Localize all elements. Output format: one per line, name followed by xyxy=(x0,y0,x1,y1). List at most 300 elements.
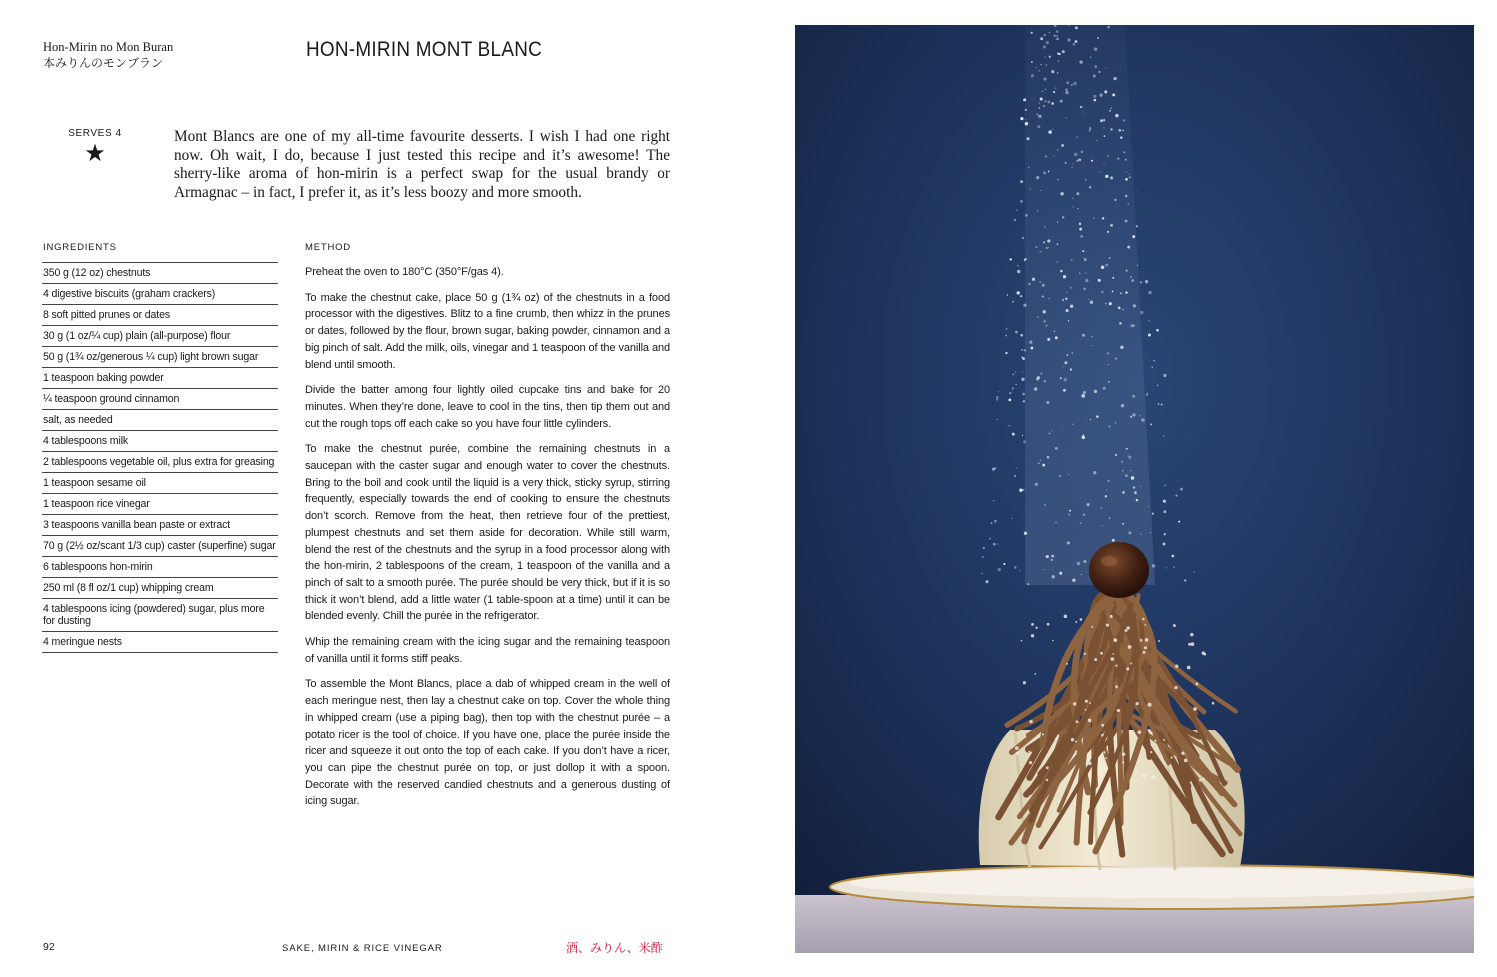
sugar-particle xyxy=(1152,513,1154,515)
sugar-particle xyxy=(997,419,998,420)
sugar-particle xyxy=(1104,90,1107,93)
sugar-particle xyxy=(1038,70,1039,71)
sugar-particle xyxy=(1101,525,1102,526)
sugar-particle xyxy=(1065,162,1067,164)
sugar-dusting xyxy=(1155,779,1157,781)
sugar-particle xyxy=(1060,270,1062,272)
sugar-particle xyxy=(1066,292,1067,293)
sugar-particle xyxy=(1137,265,1138,266)
sugar-particle xyxy=(1046,555,1049,558)
sugar-particle xyxy=(1031,61,1033,63)
sugar-particle xyxy=(1101,265,1105,269)
method-step: To make the chestnut cake, place 50 g (1¾ oz) of the chestnuts in a food processor with the digestives. Blitz to a fine crumb, then whizz in the prunes or dates, followed by the flour, brown sugar, baking powder, cinnamon and a big pinch of salt. Add the milk, oils, vinegar and 1 teaspoon of the vanilla and blend until smooth. xyxy=(305,291,670,371)
method-step: Divide the batter among four lightly oiled cupcake tins and bake for 20 minutes. When they’re done, leave to cool in the tins, then tip them out and cut the rough tops off each cake so you have four little cylinders. xyxy=(305,384,670,430)
sugar-particle xyxy=(1094,99,1097,102)
sugar-particle xyxy=(1107,231,1109,233)
sugar-dusting xyxy=(1142,774,1146,778)
sugar-dusting xyxy=(1016,752,1019,755)
sugar-particle xyxy=(1097,37,1099,39)
sugar-particle xyxy=(1103,119,1105,121)
sugar-dusting xyxy=(1101,734,1104,737)
sugar-particle xyxy=(1043,241,1045,243)
sugar-particle xyxy=(1070,368,1072,370)
sugar-particle xyxy=(1021,349,1023,351)
sugar-particle xyxy=(1009,392,1011,394)
sugar-dusting xyxy=(1117,709,1120,712)
serves-block xyxy=(60,128,130,166)
sugar-dusting xyxy=(1190,633,1194,637)
sugar-particle xyxy=(1021,356,1023,358)
sugar-particle xyxy=(1089,130,1091,132)
ingredient-item: 30 g (1 oz/¼ cup) plain (all-purpose) flour xyxy=(42,326,278,347)
ingredient-item: 8 soft pitted prunes or dates xyxy=(42,305,278,326)
sugar-particle xyxy=(1057,221,1058,222)
sugar-dusting xyxy=(1066,663,1068,665)
sugar-particle xyxy=(1057,179,1059,181)
sugar-particle xyxy=(1016,210,1017,211)
sugar-particle xyxy=(1076,160,1078,162)
sugar-particle xyxy=(1133,304,1136,307)
sugar-particle xyxy=(1040,97,1043,100)
sugar-dusting xyxy=(1042,733,1044,735)
sugar-dusting xyxy=(1075,621,1077,623)
sugar-particle xyxy=(1070,305,1073,308)
sugar-particle xyxy=(1132,395,1135,398)
sugar-particle xyxy=(1077,562,1081,566)
sugar-particle xyxy=(1082,436,1085,439)
sugar-dusting xyxy=(1115,685,1118,688)
sugar-particle xyxy=(1027,583,1029,585)
sugar-dusting xyxy=(1029,720,1032,723)
mont-blanc-illustration xyxy=(795,25,1474,953)
sugar-particle xyxy=(1088,299,1089,300)
sugar-particle xyxy=(1015,371,1016,372)
sugar-dusting xyxy=(1089,702,1091,704)
sugar-particle xyxy=(1122,470,1123,471)
sugar-particle xyxy=(1073,43,1076,46)
sugar-dusting xyxy=(1023,681,1026,684)
sugar-particle xyxy=(1125,291,1127,293)
sugar-dusting xyxy=(1088,762,1092,766)
sugar-particle xyxy=(1012,433,1015,436)
sugar-particle xyxy=(1060,100,1063,103)
sugar-dusting xyxy=(1125,629,1128,632)
sugar-particle xyxy=(1102,217,1104,219)
sugar-particle xyxy=(1089,186,1091,188)
sugar-particle xyxy=(996,543,997,544)
sugar-particle xyxy=(1083,288,1086,291)
sugar-particle xyxy=(1126,171,1127,172)
sugar-particle xyxy=(1040,190,1041,191)
sugar-particle xyxy=(1035,483,1038,486)
sugar-particle xyxy=(1092,345,1093,346)
sugar-particle xyxy=(1091,336,1092,337)
sugar-particle xyxy=(1051,102,1054,105)
sugar-particle xyxy=(1105,303,1107,305)
sugar-particle xyxy=(1023,304,1026,307)
sugar-particle xyxy=(989,538,991,540)
sugar-particle xyxy=(993,543,996,546)
ingredient-item: 50 g (1¾ oz/generous ¼ cup) light brown sugar xyxy=(42,347,278,368)
sugar-particle xyxy=(1046,247,1049,250)
sugar-particle xyxy=(1019,488,1022,491)
sugar-particle xyxy=(1066,309,1069,312)
sugar-particle xyxy=(1044,34,1046,36)
sugar-particle xyxy=(1056,30,1059,33)
sugar-particle xyxy=(1044,380,1046,382)
sugar-particle xyxy=(1043,320,1045,322)
sugar-particle xyxy=(1055,87,1056,88)
sugar-particle xyxy=(1130,470,1131,471)
sugar-particle xyxy=(1049,56,1051,58)
sugar-particle xyxy=(1045,89,1046,90)
sugar-dusting xyxy=(1173,624,1176,627)
sugar-particle xyxy=(1123,151,1125,153)
sugar-particle xyxy=(1053,155,1054,156)
sugar-dusting xyxy=(1085,700,1088,703)
sugar-dusting xyxy=(1046,779,1048,781)
sugar-particle xyxy=(1098,279,1101,282)
sugar-particle xyxy=(1083,391,1086,394)
sugar-particle xyxy=(1083,560,1086,563)
sugar-particle xyxy=(1040,460,1041,461)
sugar-particle xyxy=(1046,64,1047,65)
sugar-particle xyxy=(1022,371,1023,372)
sugar-particle xyxy=(1151,366,1152,367)
sugar-particle xyxy=(1083,395,1086,398)
ingredients-list xyxy=(42,262,278,653)
sugar-particle xyxy=(1080,235,1083,238)
sugar-dusting xyxy=(1100,652,1103,655)
sugar-particle xyxy=(1109,257,1111,259)
ingredient-item: 4 tablespoons milk xyxy=(42,431,278,452)
sugar-dusting xyxy=(1046,766,1049,769)
sugar-particle xyxy=(1057,149,1059,151)
sugar-particle xyxy=(1148,334,1151,337)
sugar-dusting xyxy=(1088,719,1092,723)
sugar-particle xyxy=(1131,279,1134,282)
sugar-particle xyxy=(1046,41,1049,44)
sugar-dusting xyxy=(1148,703,1152,707)
sugar-particle xyxy=(1048,432,1050,434)
sugar-particle xyxy=(1071,259,1073,261)
sugar-particle xyxy=(1035,67,1036,68)
sugar-dusting xyxy=(1091,626,1093,628)
sugar-particle xyxy=(1110,176,1113,179)
sugar-particle xyxy=(1048,247,1049,248)
sugar-particle xyxy=(1115,114,1118,117)
sugar-particle xyxy=(1123,119,1125,121)
sugar-particle xyxy=(1077,208,1078,209)
ingredient-item: 4 digestive biscuits (graham crackers) xyxy=(42,284,278,305)
recipe-japanese-name: 本みりんのモンブラン xyxy=(43,56,164,70)
sugar-dusting xyxy=(1193,707,1197,711)
serves-label: SERVES 4 xyxy=(68,128,122,139)
sugar-particle xyxy=(1082,111,1083,112)
sugar-particle xyxy=(1108,364,1109,365)
ingredient-item: 350 g (12 oz) chestnuts xyxy=(42,263,278,284)
sugar-dusting xyxy=(1122,761,1124,763)
sugar-particle xyxy=(1055,447,1058,450)
sugar-particle xyxy=(1062,366,1063,367)
sugar-particle xyxy=(1080,106,1082,108)
sugar-particle xyxy=(1156,329,1159,332)
sugar-particle xyxy=(996,399,998,401)
sugar-particle xyxy=(1122,523,1124,525)
sugar-dusting xyxy=(1029,761,1032,764)
sugar-particle xyxy=(1063,275,1066,278)
sugar-particle xyxy=(1083,513,1086,516)
sugar-dusting xyxy=(1143,651,1146,654)
sugar-dusting xyxy=(1199,779,1202,782)
sugar-particle xyxy=(1038,463,1039,464)
sugar-particle xyxy=(1059,475,1060,476)
sugar-particle xyxy=(1038,115,1041,118)
sugar-particle xyxy=(998,568,1001,571)
sugar-particle xyxy=(1163,500,1166,503)
sugar-particle xyxy=(1064,361,1067,364)
sugar-particle xyxy=(1047,456,1050,459)
sugar-particle xyxy=(1047,338,1050,341)
sugar-particle xyxy=(1071,166,1072,167)
ingredient-item: 3 teaspoons vanilla bean paste or extract xyxy=(42,515,278,536)
sugar-particle xyxy=(1133,325,1135,327)
sugar-particle xyxy=(1096,140,1098,142)
sugar-particle xyxy=(1051,555,1054,558)
sugar-particle xyxy=(994,520,997,523)
sugar-particle xyxy=(1043,45,1046,48)
sugar-particle xyxy=(983,547,985,549)
sugar-particle xyxy=(1005,335,1007,337)
sugar-particle xyxy=(1030,188,1031,189)
sugar-dusting xyxy=(1021,640,1023,642)
sugar-particle xyxy=(1069,510,1071,512)
sugar-dusting xyxy=(1028,751,1030,753)
sugar-dusting xyxy=(1031,623,1034,626)
sugar-particle xyxy=(1043,105,1045,107)
sugar-dusting xyxy=(1075,741,1077,743)
sugar-particle xyxy=(1163,435,1164,436)
sugar-dusting xyxy=(1064,614,1068,618)
sugar-particle xyxy=(1023,400,1025,402)
sugar-particle xyxy=(1037,316,1038,317)
sugar-particle xyxy=(1049,298,1050,299)
sugar-particle xyxy=(1029,341,1032,344)
sugar-particle xyxy=(1068,474,1069,475)
sugar-particle xyxy=(1094,47,1098,51)
sugar-particle xyxy=(1120,136,1123,139)
sugar-particle xyxy=(1031,32,1033,34)
sugar-particle xyxy=(1064,378,1067,381)
sugar-particle xyxy=(1094,65,1097,68)
sugar-particle xyxy=(1058,60,1060,62)
sugar-particle xyxy=(1069,514,1070,515)
sugar-particle xyxy=(1105,175,1108,178)
sugar-dusting xyxy=(1137,730,1141,734)
sugar-dusting xyxy=(1106,623,1109,626)
sugar-particle xyxy=(1145,280,1148,283)
sugar-dusting xyxy=(1145,638,1149,642)
ingredient-item: 4 meringue nests xyxy=(42,632,278,653)
ingredient-item: 2 tablespoons vegetable oil, plus extra for greasing xyxy=(42,452,278,473)
sugar-particle xyxy=(1164,485,1165,486)
sugar-particle xyxy=(1009,258,1012,261)
sugar-particle xyxy=(1054,331,1055,332)
sugar-particle xyxy=(1100,119,1103,122)
sugar-particle xyxy=(1131,324,1134,327)
sugar-dusting xyxy=(1084,653,1086,655)
sugar-particle xyxy=(1148,291,1151,294)
sugar-particle xyxy=(1040,37,1043,40)
sugar-particle xyxy=(1105,495,1107,497)
sugar-particle xyxy=(1105,68,1106,69)
sugar-particle xyxy=(1037,210,1038,211)
sugar-particle xyxy=(1022,393,1025,396)
sugar-particle xyxy=(1110,128,1112,130)
sugar-particle xyxy=(1078,158,1081,161)
sugar-dusting xyxy=(1212,702,1215,705)
sugar-particle xyxy=(1090,419,1091,420)
sugar-particle xyxy=(1028,167,1029,168)
sugar-particle xyxy=(1044,100,1046,102)
sugar-particle xyxy=(1115,454,1117,456)
sugar-particle xyxy=(1103,127,1104,128)
sugar-particle xyxy=(1090,301,1094,305)
sugar-particle xyxy=(1074,153,1078,157)
sugar-particle xyxy=(1109,110,1111,112)
sugar-dusting xyxy=(1187,666,1191,670)
sugar-particle xyxy=(1072,423,1074,425)
sugar-particle xyxy=(1125,474,1128,477)
sugar-particle xyxy=(1025,214,1028,217)
sugar-particle xyxy=(1042,295,1044,297)
sugar-particle xyxy=(1076,192,1079,195)
sugar-particle xyxy=(1051,70,1054,73)
sugar-particle xyxy=(1127,246,1130,249)
sugar-particle xyxy=(1130,416,1132,418)
sugar-particle xyxy=(985,580,988,583)
sugar-particle xyxy=(1028,283,1030,285)
sugar-particle xyxy=(1109,518,1110,519)
page-number: 92 xyxy=(43,941,55,953)
sugar-particle xyxy=(1126,448,1128,450)
sugar-particle xyxy=(1180,488,1183,491)
sugar-particle xyxy=(1048,171,1050,173)
sugar-particle xyxy=(1041,90,1043,92)
sugar-particle xyxy=(1005,352,1007,354)
method-steps xyxy=(305,264,670,819)
sugar-particle xyxy=(1085,273,1086,274)
sugar-particle xyxy=(1072,197,1074,199)
sugar-particle xyxy=(1044,226,1046,228)
sugar-particle xyxy=(1025,258,1027,260)
sugar-particle xyxy=(1150,532,1151,533)
sugar-particle xyxy=(1007,294,1008,295)
sugar-particle xyxy=(1019,570,1020,571)
method-step: Preheat the oven to 180°C (350°F/gas 4). xyxy=(305,266,504,278)
sugar-particle xyxy=(1107,26,1110,29)
sugar-particle xyxy=(1093,218,1094,219)
sugar-particle xyxy=(1107,480,1109,482)
sugar-particle xyxy=(1119,322,1122,325)
sugar-particle xyxy=(1118,129,1121,132)
sugar-dusting xyxy=(1148,729,1150,731)
sugar-particle xyxy=(1043,310,1046,313)
sugar-particle xyxy=(1012,301,1014,303)
sugar-particle xyxy=(1129,176,1131,178)
sugar-particle xyxy=(1032,278,1035,281)
sugar-particle xyxy=(1014,566,1016,568)
sugar-particle xyxy=(1052,569,1053,570)
sugar-dusting xyxy=(1144,624,1146,626)
sugar-particle xyxy=(1104,135,1106,137)
sugar-dusting xyxy=(1101,724,1104,727)
sugar-dusting xyxy=(1105,757,1107,759)
sugar-particle xyxy=(1045,28,1046,29)
sugar-particle xyxy=(1040,373,1042,375)
sugar-particle xyxy=(1150,423,1152,425)
sugar-particle xyxy=(1175,495,1177,497)
sugar-particle xyxy=(1140,486,1141,487)
sugar-particle xyxy=(1165,567,1166,568)
ingredient-item: 6 tablespoons hon-mirin xyxy=(42,557,278,578)
sugar-particle xyxy=(993,500,994,501)
sugar-particle xyxy=(1065,298,1067,300)
sugar-particle xyxy=(1017,291,1020,294)
sugar-particle xyxy=(1082,334,1085,337)
sugar-particle xyxy=(1085,279,1088,282)
sugar-particle xyxy=(1093,75,1096,78)
sugar-dusting xyxy=(1163,739,1165,741)
sugar-dusting xyxy=(1073,702,1077,706)
sugar-particle xyxy=(1062,216,1064,218)
sugar-dusting xyxy=(1127,626,1130,629)
sugar-particle xyxy=(1065,89,1067,91)
sugar-particle xyxy=(1121,404,1124,407)
sugar-particle xyxy=(1107,155,1108,156)
sugar-particle xyxy=(1107,352,1109,354)
sugar-particle xyxy=(1020,117,1023,120)
sugar-dusting xyxy=(1126,667,1129,670)
sugar-particle xyxy=(982,573,983,574)
sugar-particle xyxy=(1115,422,1116,423)
recipe-romaji-name: Hon-Mirin no Mon Buran xyxy=(43,40,174,54)
sugar-particle xyxy=(1072,206,1073,207)
sugar-particle xyxy=(1148,506,1149,507)
sugar-particle xyxy=(1122,130,1124,132)
sugar-particle xyxy=(1184,579,1186,581)
sugar-particle xyxy=(1119,308,1121,310)
sugar-particle xyxy=(1114,199,1116,201)
sugar-particle xyxy=(1106,490,1107,491)
sugar-particle xyxy=(1068,320,1069,321)
sugar-particle xyxy=(1127,455,1129,457)
sugar-particle xyxy=(1136,499,1138,501)
sugar-particle xyxy=(1140,415,1141,416)
sugar-particle xyxy=(1039,102,1040,103)
section-name: SAKE, MIRIN & RICE VINEGAR xyxy=(282,943,443,954)
ingredient-item: 1 teaspoon baking powder xyxy=(42,368,278,389)
sugar-particle xyxy=(1194,571,1196,573)
sugar-particle xyxy=(1080,522,1082,524)
sugar-particle xyxy=(1017,265,1018,266)
recipe-subtitle xyxy=(43,40,273,71)
method-step: To make the chestnut purée, combine the remaining chestnuts in a saucepan with the caster sugar and enough water to cover the chestnuts. Bring to the boil and cook until the liquid is a very thick, sticky syrup, stirring frequently, especially towards the end of cooking to ensure the chestnuts don’t scorch. Remove from the heat, then retrieve four of the prettiest, plumpest chestnuts and set them aside for decoration. While still warm, blend the rest of the chestnuts and the syrup in a food processor along with the hon-mirin, 2 tablespoons of the cream, 1 teaspoon of the vanilla and a pinch of salt to a smooth purée. The purée should be very thick, but if it is so thick it won’t blend, add a little water (1 table-spoon at a time) until it can be blended evenly. Chill the purée in the refrigerator. xyxy=(305,443,670,623)
sugar-dusting xyxy=(1136,702,1139,705)
sugar-particle xyxy=(1044,504,1045,505)
sugar-particle xyxy=(1094,390,1097,393)
sugar-particle xyxy=(1108,381,1110,383)
